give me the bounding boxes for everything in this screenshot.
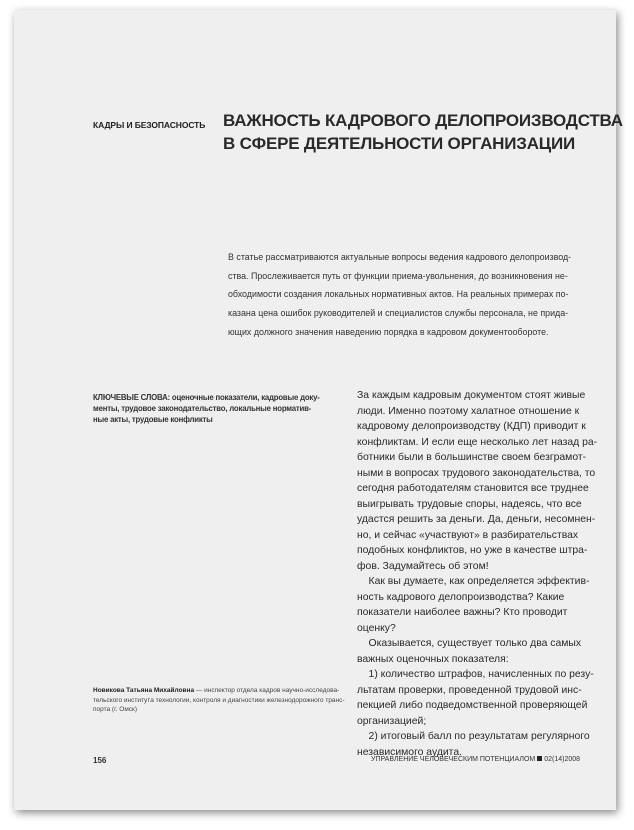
body-line: ботники были в большинстве своем безграмот- (357, 452, 587, 463)
body-line: выигрывать трудовые споры, надеясь, что все (357, 498, 582, 510)
section-rubric: КАДРЫ И БЕЗОПАСНОСТЬ (93, 120, 206, 130)
abstract-line: В статье рассматриваются актуальные вопросы ведения кадрового делопроизвод- (228, 252, 572, 262)
body-line: пекцией либо подведомственной проверяющей (357, 700, 588, 711)
body-line: оценку? (357, 622, 396, 634)
author-line-3: порта (г. Омск) (93, 706, 138, 713)
author-info (93, 686, 345, 715)
body-line: 1) количество штрафов, начисленных по резу- (357, 669, 594, 680)
title-line-1: ВАЖНОСТЬ КАДРОВОГО ДЕЛОПРОИЗВОДСТВА (223, 111, 623, 130)
body-line: люди. Именно поэтому халатное отношение к (357, 405, 580, 417)
abstract-line: ства. Прослеживается путь от функции приема-увольнения, до возникновения не- (228, 270, 568, 281)
article-abstract (228, 248, 598, 342)
body-line: Оказывается, существует только два самых (357, 638, 582, 649)
journal-name: УПРАВЛЕНИЕ ЧЕЛОВЕЧЕСКИМ ПОТЕНЦИАЛОМ (371, 756, 536, 763)
keywords-block (93, 392, 333, 425)
keywords-line: КЛЮЧЕВЫЕ СЛОВА: оценочные показатели, кадровые доку- (93, 393, 320, 402)
author-name: Новикова Татьяна Михайловна (93, 687, 195, 694)
keywords-line: ные акты, трудовые конфликты (93, 415, 213, 424)
abstract-line: обходимости создания локальных нормативных актов. На реальных примерах по- (228, 289, 569, 300)
journal-issue: 02(14)2008 (544, 756, 581, 763)
body-line: фов. Задумайтесь об этом! (357, 560, 489, 572)
body-line: льтатам проверки, проведенной трудовой инс- (357, 684, 582, 696)
body-line: важных оценочных показателя: (357, 653, 509, 665)
body-line: кадровому делопроизводству (КДП) приводит к (357, 421, 586, 432)
body-line: сегодня работодателям становится все труднее (357, 483, 589, 494)
article-title (223, 109, 623, 155)
page-number: 156 (93, 756, 107, 765)
keywords-line: менты, трудовое законодательство, локальные норматив- (93, 404, 312, 413)
magazine-page (14, 10, 623, 810)
author-line-1 (93, 686, 340, 696)
body-line: За каждым кадровым документом стоят живые (357, 390, 586, 401)
body-line: подобных конфликтов, но уже в качестве штра- (357, 545, 588, 556)
square-bullet-icon (537, 756, 542, 761)
author-line-2: тельского института технологии, контроля и диагностики железнодорожного транс- (93, 696, 345, 704)
body-line: но, и сейчас «участвуют» в разбирательствах (357, 529, 579, 541)
body-line: 2) итоговый балл по результатам регулярного (357, 731, 590, 742)
journal-footer (371, 756, 580, 763)
body-line: конфликтам. И если еще несколько лет назад ра- (357, 436, 598, 448)
body-line: Как вы думаете, как определяется эффектив- (357, 576, 590, 587)
body-line: независимого аудита. (357, 746, 462, 758)
body-line: ными в вопросах трудового законодательства, то (357, 467, 596, 479)
body-line: удастся решить за деньги. Да, деньги, несомнен- (357, 514, 596, 525)
abstract-line: казана цена ошибок руководителей и специалистов службы персонала, не прида- (228, 308, 569, 319)
title-line-2: В СФЕРЕ ДЕЯТЕЛЬНОСТИ ОРГАНИЗАЦИИ (223, 134, 576, 153)
author-position: — инспектор отдела кадров научно-исследова- (194, 687, 340, 694)
body-line: организацией; (357, 715, 427, 727)
article-body (357, 388, 607, 760)
abstract-line: ющих должного значения наведению порядка в кадровом документообороте. (228, 326, 549, 337)
body-line: показатели наиболее важны? Кто проводит (357, 607, 568, 618)
body-line: ность кадрового делопроизводства? Какие (357, 591, 565, 603)
